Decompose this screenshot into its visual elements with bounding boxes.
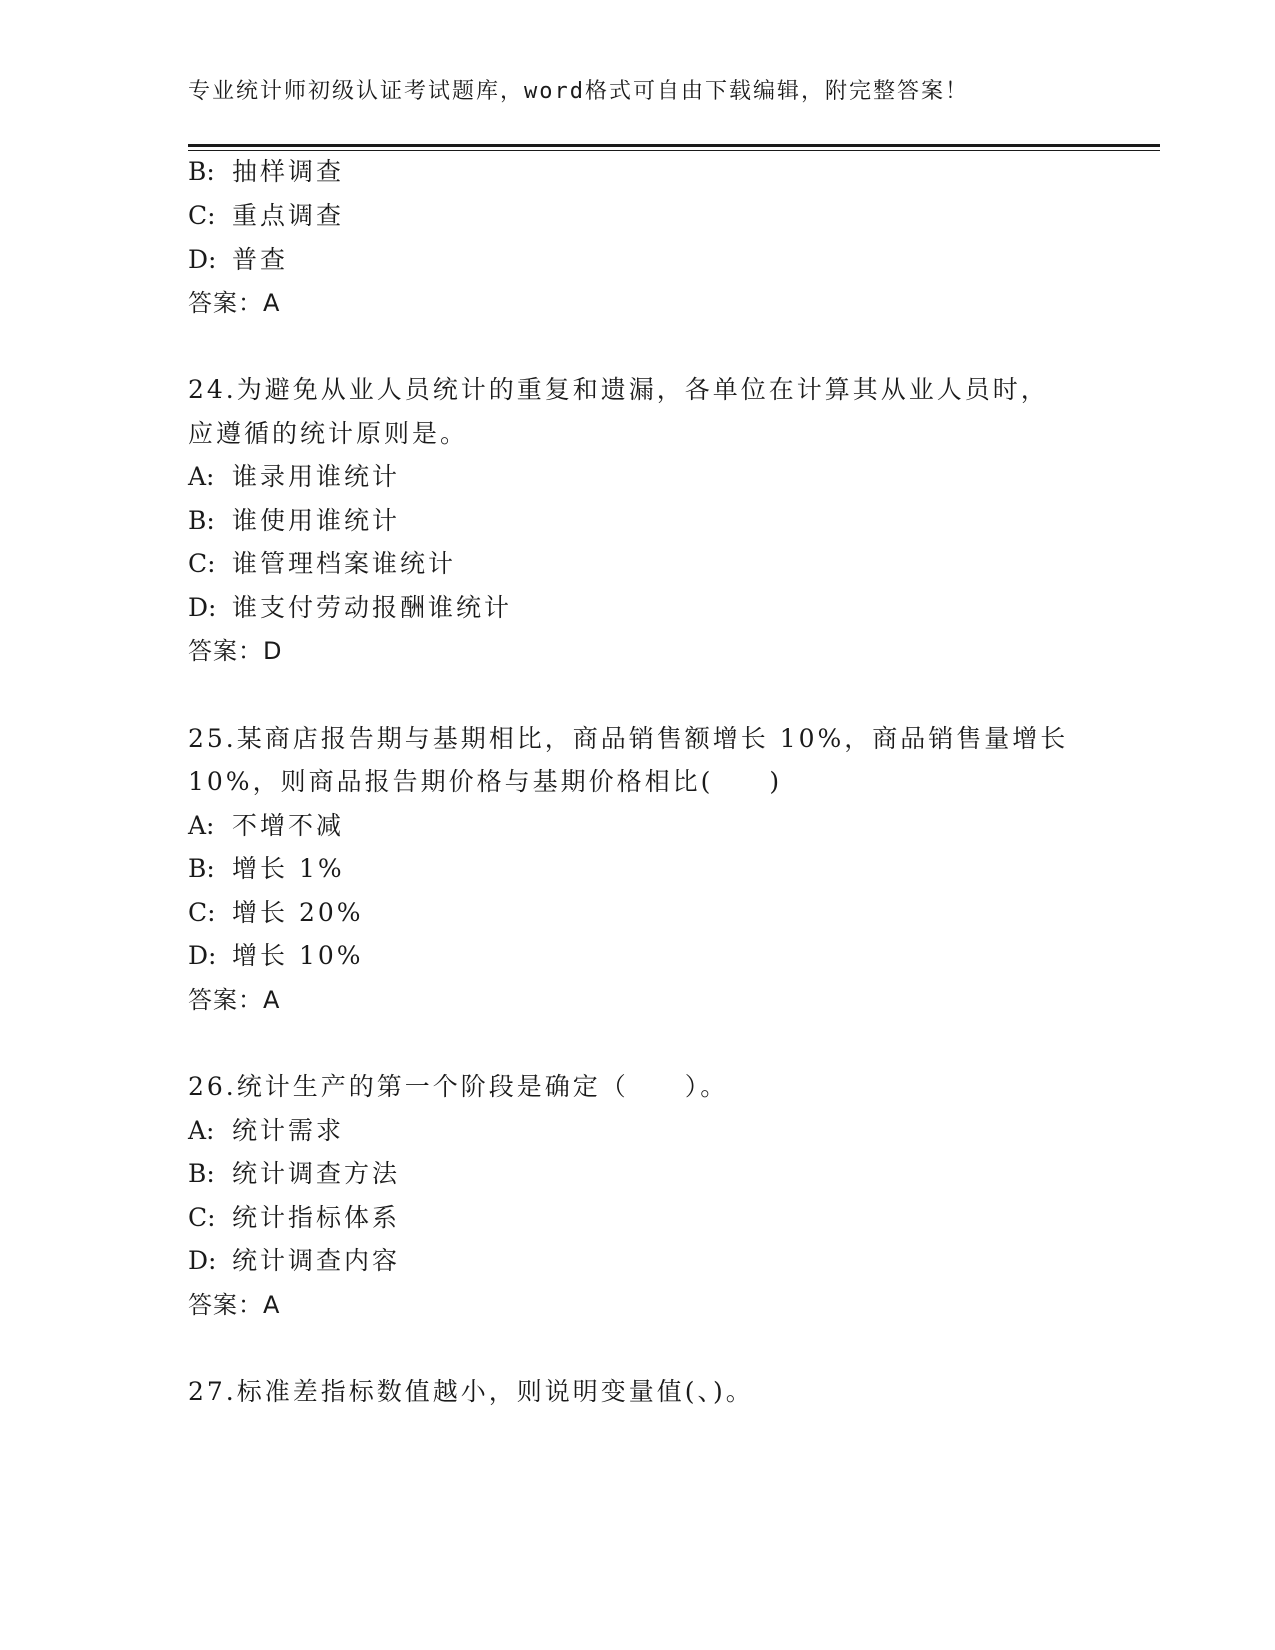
option-text: 增长 20% xyxy=(232,898,364,927)
option-letter: C: xyxy=(188,201,216,230)
option-text: 增长 10% xyxy=(232,941,364,970)
answer-line: 答案：A xyxy=(188,986,281,1014)
option-text: 不增不减 xyxy=(232,811,345,840)
option-text: 增长 1% xyxy=(232,854,345,883)
option-letter: B: xyxy=(188,854,215,883)
option-letter: C: xyxy=(188,898,216,927)
option-letter: B: xyxy=(188,157,215,186)
option-letter: A: xyxy=(188,1116,215,1145)
option-text: 谁录用谁统计 xyxy=(232,462,401,491)
option-line xyxy=(188,854,345,884)
question-stem-line: 27.标准差指标数值越小，则说明变量值(、)。 xyxy=(188,1377,754,1406)
option-line xyxy=(188,506,400,536)
option-line xyxy=(188,1159,400,1189)
answer-line: 答案：D xyxy=(188,637,283,665)
header-divider xyxy=(188,144,1160,147)
option-line xyxy=(188,898,364,928)
option-text: 谁使用谁统计 xyxy=(232,506,401,535)
option-letter: D: xyxy=(188,593,217,622)
option-text: 统计调查方法 xyxy=(232,1159,401,1188)
option-letter: B: xyxy=(188,506,215,535)
option-line xyxy=(188,157,344,187)
option-line xyxy=(188,1203,400,1233)
option-letter: D: xyxy=(188,1246,217,1275)
option-text: 谁支付劳动报酬谁统计 xyxy=(232,593,513,622)
question-stem-line: 26.统计生产的第一个阶段是确定（ ）。 xyxy=(188,1072,729,1101)
option-letter: A: xyxy=(188,462,215,491)
answer-line: 答案：A xyxy=(188,289,281,317)
option-text: 统计需求 xyxy=(232,1116,345,1145)
question-stem-line: 24.为避免从业人员统计的重复和遗漏，各单位在计算其从业人员时， xyxy=(188,375,1049,404)
option-line xyxy=(188,1116,344,1146)
option-text: 重点调查 xyxy=(232,201,345,230)
option-letter: C: xyxy=(188,549,216,578)
option-letter: A: xyxy=(188,811,215,840)
option-text: 统计指标体系 xyxy=(232,1203,401,1232)
option-line xyxy=(188,941,364,971)
option-letter: B: xyxy=(188,1159,215,1188)
option-text: 抽样调查 xyxy=(232,157,345,186)
option-line xyxy=(188,201,344,231)
option-line xyxy=(188,1246,400,1276)
option-text: 谁管理档案谁统计 xyxy=(232,549,457,578)
option-line xyxy=(188,549,456,579)
option-line xyxy=(188,593,512,623)
question-stem-line: 应遵循的统计原则是。 xyxy=(188,419,469,448)
option-line xyxy=(188,245,288,275)
option-line xyxy=(188,811,344,841)
option-letter: D: xyxy=(188,941,217,970)
option-text: 统计调查内容 xyxy=(232,1246,401,1275)
option-letter: C: xyxy=(188,1203,216,1232)
option-text: 普查 xyxy=(232,245,289,274)
question-stem-line: 10%，则商品报告期价格与基期价格相比( ) xyxy=(188,767,783,796)
answer-line: 答案：A xyxy=(188,1291,281,1319)
option-line xyxy=(188,462,400,492)
option-letter: D: xyxy=(188,245,217,274)
question-stem-line: 25.某商店报告期与基期相比，商品销售额增长 10%，商品销售量增长 xyxy=(188,724,1069,753)
header-title: 专业统计师初级认证考试题库，word格式可自由下载编辑，附完整答案！ xyxy=(188,79,969,104)
